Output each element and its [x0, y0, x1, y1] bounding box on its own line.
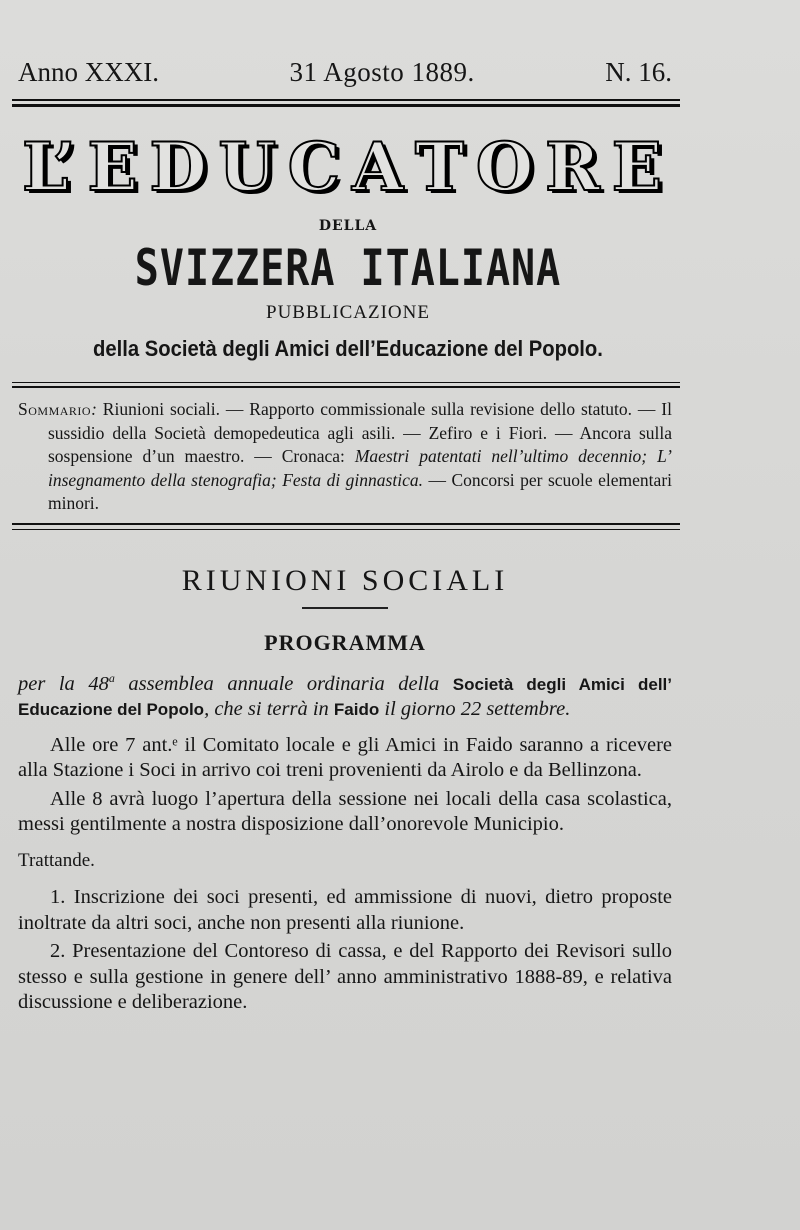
header-rule-bottom [12, 104, 680, 107]
masthead-letter: E [87, 128, 138, 206]
intro-text-1: per la 48 [18, 672, 109, 695]
masthead-letter: E [611, 128, 662, 206]
masthead-letter: U [218, 128, 276, 206]
masthead-pubblicazione: PUBBLICAZIONE [266, 302, 430, 323]
trattande-heading: Trattande. [18, 849, 95, 871]
masthead-letter: D [149, 128, 207, 206]
issue-header [18, 52, 672, 92]
intro-paragraph [18, 666, 672, 723]
masthead-letter: C [287, 128, 341, 206]
intro-organization: Società degli Amici dell’ Educazione del Popolo [18, 674, 673, 720]
intro-text-2: assemblea annuale ordinaria della [114, 672, 453, 695]
intro-ordinal: a [108, 671, 115, 685]
summary-text: Riunioni sociali. — Rapporto commissionale sulla revisione dello statuto. — Il sussidio della Società demopedeutica agli asili. — Zefiro e i Fiori. — Ancora sulla sospensione d’un maestro. — Cronaca: [48, 399, 672, 466]
summary-rule-top-2 [12, 386, 680, 388]
masthead-letter: O [475, 128, 534, 206]
masthead-della: DELLA [318, 218, 378, 234]
summary-text-italic: Maestri patentati nell’ultimo decennio; L’ insegnamento della stenografia; Festa di ginnastica. [48, 446, 672, 490]
summary-rule-bottom-2 [12, 529, 680, 530]
section-divider [302, 607, 388, 609]
programma-heading: PROGRAMMA [264, 630, 426, 655]
section-title: RIUNIONI SOCIALI [181, 564, 509, 597]
masthead-letter: L’ [22, 128, 76, 206]
summary-rule-bottom-1 [12, 523, 680, 525]
intro-text-3: , che si terrà in [204, 698, 334, 721]
issue-number: N. 16. [605, 56, 672, 87]
masthead-letter: T [414, 128, 465, 206]
header-rule-top [12, 99, 680, 101]
paragraph-opening: Alle 8 avrà luogo l’apertura della sessione nei locali della casa scolastica, messi gentilmente a nostra disposizione dall’onorevole Municipio. [18, 787, 672, 836]
summary-text-end: — Concorsi per scuole elementari minori. [48, 469, 673, 513]
article-body [18, 666, 672, 1019]
masthead-letter: R [545, 128, 600, 206]
agenda-item-1: 1. Inscrizione dei soci presenti, ed ammissione di nuovi, dietro proposte inoltrate da altri soci, anche non presenti alla riunione. [18, 886, 672, 934]
summary-rule-top-1 [12, 382, 680, 383]
summary-label: Sommario [18, 399, 92, 419]
masthead-publisher: della Società degli Amici dell’Educazione del Popolo. [93, 336, 603, 361]
summary-block: Sommario: Riunioni sociali. — Rapporto commissionale sulla revisione dello statuto. — Il sussidio della Società demopedeutica agli asili. — Zefiro e i Fiori. — Ancora sulla sospensione d’un maestro. — Cronaca: Maestri patentati nell’ultimo decennio; L’ insegnamento della stenografia; Festa di ginnastica. — Concorsi per scuole elementari minori. [18, 399, 673, 513]
masthead-subtitle: SVIZZERA ITALIANA [134, 240, 562, 298]
issue-date: 31 Agosto 1889. [289, 56, 475, 87]
intro-text-4: il giorno 22 settembre. [379, 698, 571, 721]
masthead-letter: A [351, 128, 404, 206]
masthead-title [22, 120, 662, 206]
intro-place: Faido [333, 700, 380, 720]
agenda-item-2: 2. Presentazione del Contoreso di cassa, e del Rapporto dei Revisori sullo stesso e sulla gestione in genere dell’ anno amministrativo 1888-89, e relativa discussione e deliberazione. [18, 940, 672, 1014]
paragraph-arrival: Alle ore 7 ant.ᵉ il Comitato locale e gli Amici in Faido saranno a ricevere alla Stazione i Soci in arrivo coi treni provenienti da Airolo e da Bellinzona. [18, 733, 672, 782]
issue-year: Anno XXXI. [18, 56, 159, 87]
